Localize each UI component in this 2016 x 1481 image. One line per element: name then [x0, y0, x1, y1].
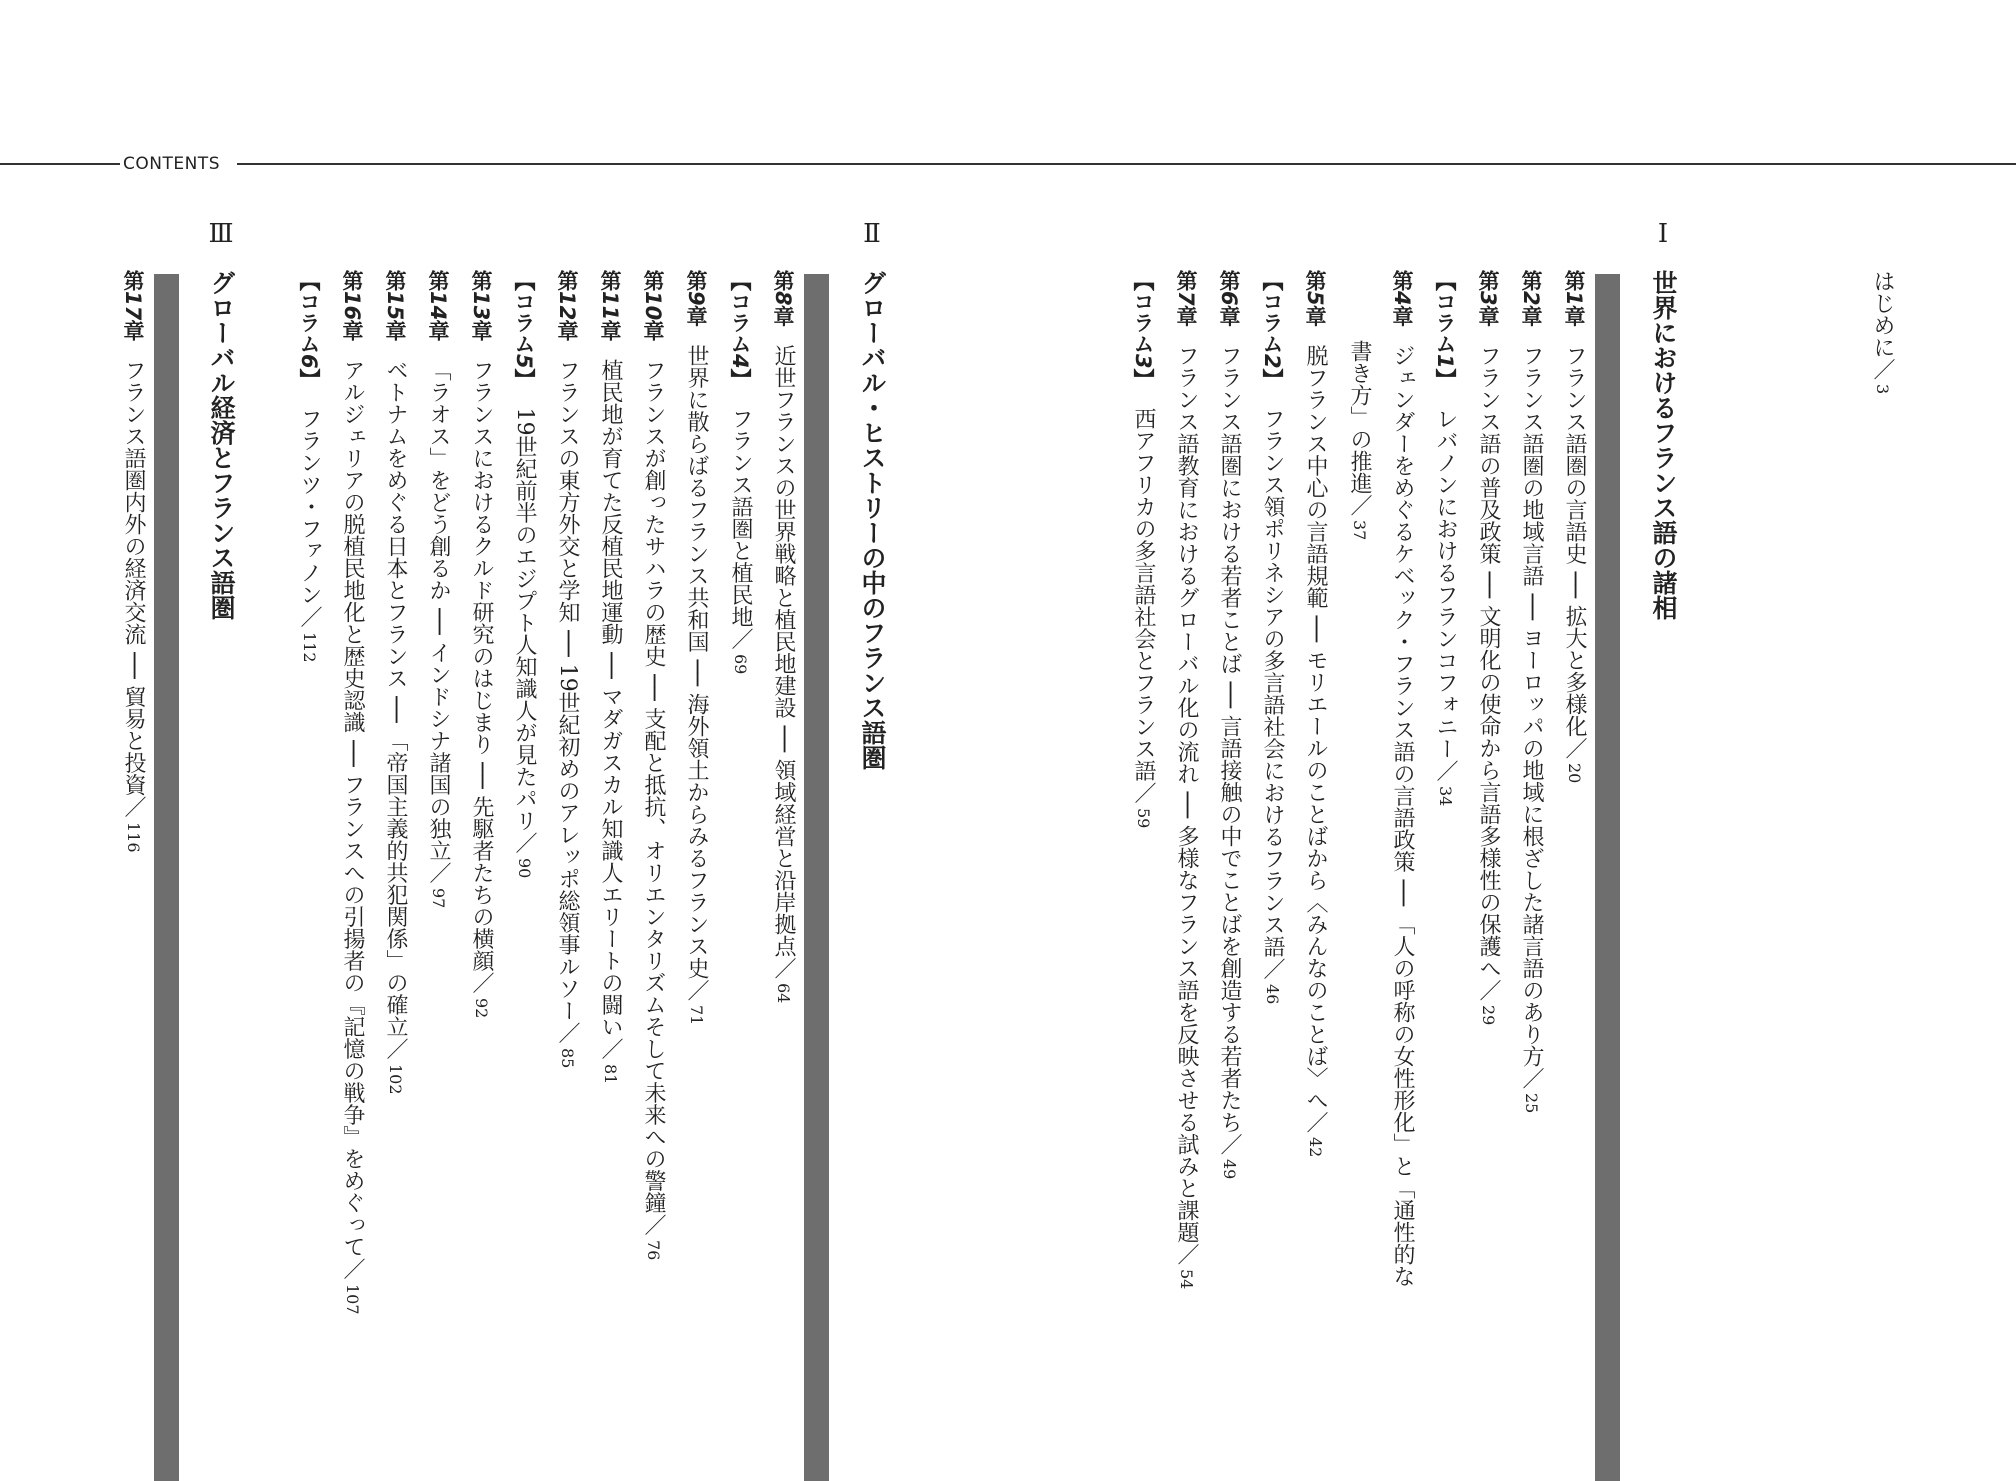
chapter-label: 第16章 — [340, 270, 364, 342]
toc-entry[interactable] — [1556, 270, 1592, 1450]
chapter-number: 1 — [1562, 291, 1586, 306]
entry-title: フランス領ポリネシアの多言語社会におけるフランス語／ — [1260, 407, 1285, 980]
page-number: 116 — [124, 821, 143, 853]
entry-title: 近世フランスの世界戦略と植民地建設 ── 領域経営と沿岸拠点／ — [771, 344, 796, 980]
intro-title: はじめに／ — [1870, 270, 1895, 380]
entry-title: 脱フランス中心の言語規範 ── モリエールのことばから〈みんなのことば〉へ／ — [1303, 344, 1328, 1134]
entry-title: 植民地が育てた反植民地運動 ── マダガスカル知識人エリートの闘い／ — [598, 359, 623, 1060]
column-label: 【コラム1】 — [1433, 270, 1457, 390]
chapter-number: 3 — [1131, 354, 1155, 369]
toc-entry[interactable] — [1168, 270, 1204, 1450]
chapter-number: 15 — [383, 291, 407, 321]
page-number: 107 — [343, 1283, 362, 1315]
part-numeral: Ⅱ — [863, 219, 881, 249]
chapter-number: 17 — [121, 291, 145, 321]
chapter-number: 13 — [469, 291, 493, 321]
entry-title: フランス語圏における若者ことば ── 言語接触の中でことばを創造する若者たち／ — [1217, 344, 1242, 1156]
chapter-number: 1 — [1433, 354, 1457, 369]
chapter-label: 第2章 — [1519, 270, 1543, 327]
toc-entry[interactable] — [549, 270, 585, 1450]
chapter-label: 第5章 — [1303, 270, 1327, 327]
column-label: 【コラム6】 — [297, 270, 321, 390]
chapter-label: 第13章 — [469, 270, 493, 342]
chapter-number: 8 — [771, 291, 795, 306]
chapter-label: 第14章 — [426, 270, 450, 342]
page-number: 112 — [300, 631, 319, 663]
column-label: 【コラム3】 — [1131, 270, 1155, 390]
chapter-number: 5 — [1303, 291, 1327, 306]
page-number: 42 — [1306, 1137, 1325, 1158]
part-bar — [154, 274, 179, 1481]
entry-title: 「ラオス」をどう創るか ── インドシナ諸国の独立／ — [426, 359, 451, 884]
part-title: グローバル経済とフランス語圏 — [207, 270, 236, 620]
page-number: 92 — [472, 997, 491, 1019]
entry-title: 19世紀前半のエジプト人知識人が見たパリ／ — [512, 407, 537, 854]
page-number: 29 — [1479, 1005, 1498, 1026]
chapter-number: 10 — [641, 291, 665, 321]
entry-title: 西アフリカの多言語社会とフランス語／ — [1131, 407, 1156, 804]
part-numeral: Ⅲ — [208, 219, 234, 249]
toc-entry[interactable] — [1297, 270, 1333, 1450]
part-title: グローバル・ヒストリーの中のフランス語圏 — [858, 270, 887, 770]
entry-title: 書き方」の推進／ — [1347, 340, 1372, 516]
entry-title: フランスが創ったサハラの歴史 ── 支配と抵抗、オリエンタリズムそして未来への警鐘／ — [641, 359, 666, 1236]
chapter-label: 第15章 — [383, 270, 407, 342]
chapter-label: 第7章 — [1174, 270, 1198, 327]
toc-entry[interactable] — [420, 270, 456, 1450]
toc-entry[interactable] — [463, 270, 499, 1450]
intro-entry[interactable] — [1864, 270, 1900, 1450]
page-number: 37 — [1350, 520, 1369, 541]
toc-entry[interactable] — [678, 270, 714, 1450]
part-bar — [1595, 274, 1620, 1481]
chapter-label: 第6章 — [1217, 270, 1241, 327]
toc-entry[interactable] — [635, 270, 671, 1450]
toc-entry-continuation[interactable] — [1341, 270, 1377, 1450]
toc-entry[interactable] — [1384, 270, 1420, 1450]
chapter-label: 第1章 — [1562, 270, 1586, 327]
entry-title: ジェンダーをめぐるケベック・フランス語の言語政策 ── 「人の呼称の女性形化」と「通性的な — [1390, 344, 1415, 1288]
chapter-number: 5 — [512, 354, 536, 369]
part-title: 世界におけるフランス語の諸相 — [1649, 270, 1678, 620]
toc-entry[interactable] — [334, 270, 370, 1450]
toc-entry[interactable] — [1513, 270, 1549, 1450]
toc-entry[interactable] — [506, 270, 542, 1450]
toc-entry[interactable] — [1125, 270, 1161, 1450]
entry-title: フランス語圏の地域言語 ── ヨーロッパの地域に根ざした諸言語のあり方／ — [1519, 344, 1544, 1090]
entry-title: レバノンにおけるフランコフォニー／ — [1433, 407, 1458, 782]
chapter-number: 6 — [1217, 291, 1241, 306]
page-number: 64 — [774, 983, 793, 1004]
toc-entry[interactable] — [1427, 270, 1463, 1450]
chapter-number: 11 — [598, 291, 622, 321]
chapter-number: 12 — [555, 291, 579, 321]
page-number: 90 — [515, 857, 534, 878]
entry-title: ベトナムをめぐる日本とフランス ── 「帝国主義的共犯関係」の確立／ — [383, 359, 408, 1060]
toc-entry[interactable] — [377, 270, 413, 1450]
toc-entry[interactable] — [722, 270, 758, 1450]
page-number: 102 — [386, 1063, 405, 1095]
chapter-number: 9 — [684, 291, 708, 306]
chapter-number: 4 — [1390, 291, 1414, 306]
entry-title: フランス語の普及政策 ── 文明化の使命から言語多様性の保護へ／ — [1476, 344, 1501, 1002]
column-label: 【コラム4】 — [728, 270, 752, 390]
chapter-label: 第4章 — [1390, 270, 1414, 327]
toc-entry[interactable] — [1254, 270, 1290, 1450]
entry-title: フランス語圏の言語史 ── 拡大と多様化／ — [1562, 344, 1587, 760]
toc-entry[interactable] — [291, 270, 327, 1450]
entry-title: アルジェリアの脱植民地化と歴史認識 ── フランスへの引揚者の『記憶の戦争』をめぐって／ — [340, 359, 365, 1280]
page-number: 85 — [558, 1047, 577, 1069]
toc-entry[interactable] — [592, 270, 628, 1450]
page-number: 97 — [429, 887, 448, 909]
entry-title: フランス語教育におけるグローバル化の流れ ── 多様なフランス語を反映させる試みと課題／ — [1174, 344, 1199, 1266]
page-number: 59 — [1134, 807, 1153, 828]
toc-entry[interactable] — [115, 270, 151, 1450]
chapter-label: 第3章 — [1476, 270, 1500, 327]
page-number: 54 — [1177, 1269, 1196, 1290]
column-label: 【コラム5】 — [512, 270, 536, 390]
entry-title: フランスの東方外交と学知 ── 19世紀初めのアレッポ総領事ルソー／ — [555, 359, 580, 1044]
chapter-label: 第8章 — [771, 270, 795, 327]
chapter-number: 7 — [1174, 291, 1198, 306]
entry-title: フランスにおけるクルド研究のはじまり ── 先駆者たちの横顔／ — [469, 359, 494, 994]
chapter-number: 6 — [297, 354, 321, 369]
header-rule-right — [237, 163, 2016, 165]
part-bar — [804, 274, 829, 1481]
entry-title: フランス語圏内外の経済交流 ── 貿易と投資／ — [121, 359, 146, 818]
chapter-number: 3 — [1476, 291, 1500, 306]
chapter-number: 4 — [728, 354, 752, 369]
chapter-label: 第11章 — [598, 270, 622, 342]
toc-entry[interactable] — [1211, 270, 1247, 1450]
part-numeral: Ⅰ — [1657, 219, 1669, 249]
page-number: 81 — [601, 1063, 620, 1085]
page-number: 3 — [1873, 384, 1892, 395]
entry-title: 世界に散らばるフランス共和国 ── 海外領土からみるフランス史／ — [684, 344, 709, 1002]
page-number: 76 — [644, 1239, 663, 1261]
chapter-label: 第12章 — [555, 270, 579, 342]
toc-entry[interactable] — [765, 270, 801, 1450]
column-label: 【コラム2】 — [1260, 270, 1284, 390]
page-number: 20 — [1565, 763, 1584, 784]
chapter-number: 16 — [340, 291, 364, 321]
entry-title: フランス語圏と植民地／ — [728, 407, 753, 650]
chapter-label: 第17章 — [121, 270, 145, 342]
page-number: 69 — [731, 653, 750, 674]
contents-label: CONTENTS — [123, 154, 220, 174]
chapter-number: 14 — [426, 291, 450, 321]
page-number: 46 — [1263, 983, 1282, 1004]
chapter-label: 第10章 — [641, 270, 665, 342]
page-number: 34 — [1436, 785, 1455, 806]
page-number: 71 — [687, 1005, 706, 1026]
chapter-label: 第9章 — [684, 270, 708, 327]
chapter-number: 2 — [1260, 354, 1284, 369]
page-number: 49 — [1220, 1159, 1239, 1180]
toc-entry[interactable] — [1470, 270, 1506, 1450]
page-number: 25 — [1522, 1093, 1541, 1114]
entry-title: フランツ・ファノン／ — [297, 407, 322, 628]
chapter-number: 2 — [1519, 291, 1543, 306]
header-rule-left — [0, 163, 120, 165]
